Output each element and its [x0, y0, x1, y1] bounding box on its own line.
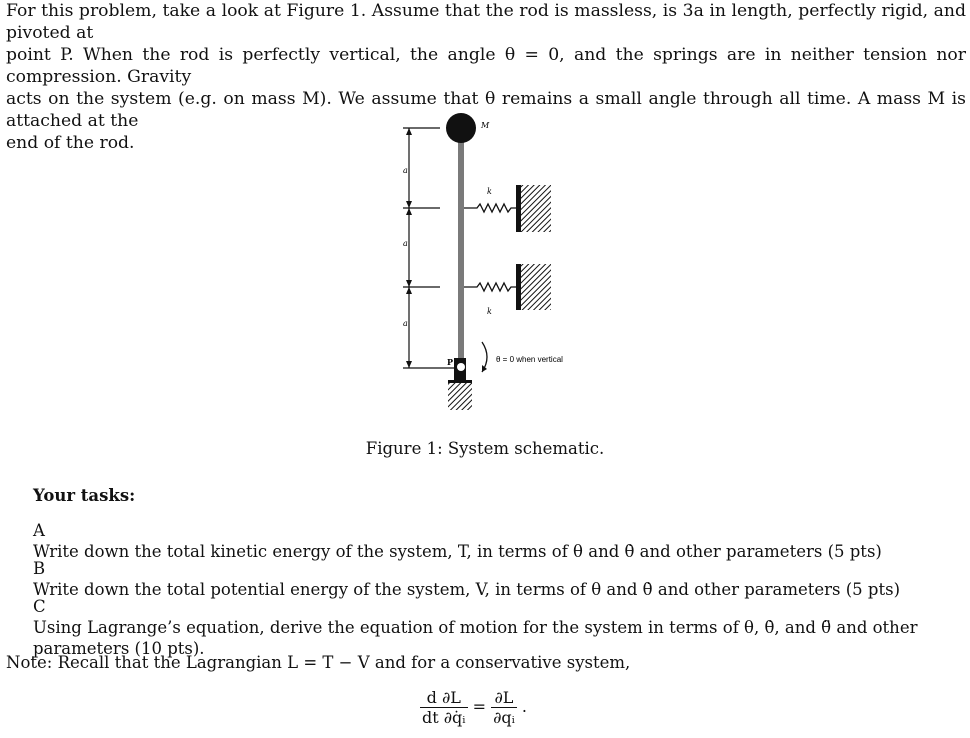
wall-bottom — [516, 264, 521, 310]
segment-label-2: a — [403, 239, 408, 248]
lhs-fraction — [420, 688, 468, 727]
lagrangian-note: Note: Recall that the Lagrangian L = T − V and for a conservative system, — [6, 653, 631, 672]
intro-line-3: acts on the system (e.g. on mass M). We assume that θ remains a small angle through all time. A mass M is attached at the — [6, 89, 966, 131]
wall-top-hatch — [521, 185, 551, 232]
task-a — [33, 520, 968, 562]
wall-bottom-hatch — [521, 264, 551, 310]
figure-caption: Figure 1: System schematic. — [365, 439, 605, 458]
task-text: Write down the total kinetic energy of the system, T, in terms of θ and θ̇ and other parameters (5 pts) — [33, 542, 882, 561]
lhs-denominator: dt ∂q̇ᵢ — [422, 708, 466, 727]
dimension-line — [403, 128, 454, 368]
spring-label-top: k — [487, 187, 492, 196]
task-b — [33, 558, 968, 600]
task-text: Write down the total potential energy of the system, V, in terms of θ and θ̇ and other parameters (5 pts) — [33, 580, 901, 599]
spring-label-bottom: k — [487, 307, 492, 316]
spring-bottom — [464, 283, 516, 291]
rhs-fraction — [491, 688, 517, 727]
segment-label-3: a — [403, 319, 408, 328]
task-label: B — [33, 559, 46, 578]
rod — [458, 130, 464, 366]
rhs-numerator: ∂L — [491, 688, 517, 708]
intro-line-2: point P. When the rod is perfectly vertical, the angle θ = 0, and the springs are in neither tension nor compression. Gravity — [6, 45, 966, 87]
intro-line-1: For this problem, take a look at Figure 1. Assume that the rod is massless, is 3a in length, perfectly rigid, and pivoted at — [6, 1, 966, 43]
equals-sign: = — [472, 697, 486, 716]
task-text: Using Lagrange’s equation, derive the equation of motion for the system in terms of θ, θ̇, and θ̈ and other parameters (10 pts). — [33, 618, 918, 658]
pivot-label: P — [447, 357, 454, 367]
lagrange-equation — [420, 688, 527, 727]
segment-label-1: a — [403, 166, 408, 175]
mass-ball — [446, 113, 476, 143]
task-label: A — [33, 521, 45, 540]
wall-top — [516, 185, 521, 232]
equation-period: . — [521, 697, 528, 716]
spring-top — [464, 204, 516, 212]
task-label: C — [33, 597, 46, 616]
intro-line-4: end of the rod. — [6, 133, 135, 153]
angle-note: θ = 0 when vertical — [496, 355, 563, 364]
tasks-heading: Your tasks: — [33, 486, 136, 505]
rhs-denominator: ∂qᵢ — [493, 708, 515, 727]
task-c — [33, 596, 968, 659]
lhs-numerator: d ∂L — [420, 688, 468, 708]
mass-label: M — [481, 121, 490, 130]
